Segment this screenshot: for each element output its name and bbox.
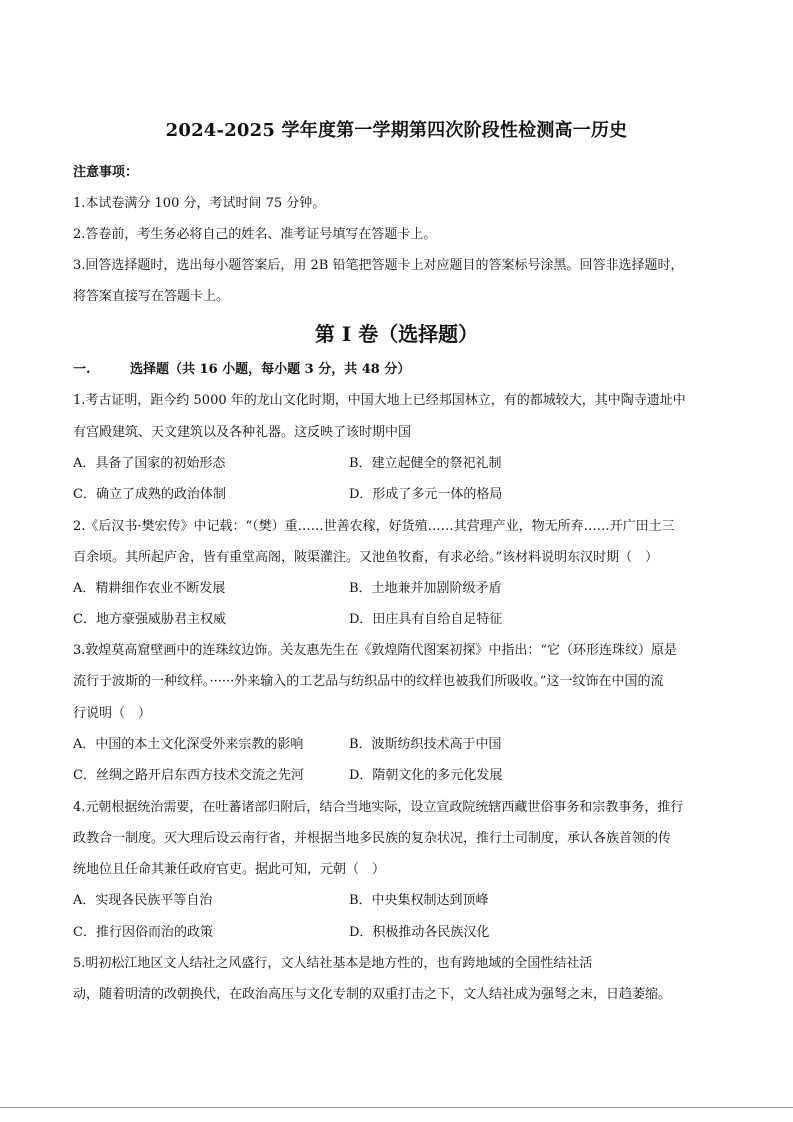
part-label: 一. xyxy=(73,362,91,377)
question-2-option-d: D．田庄具有自给自足特征 xyxy=(349,612,503,627)
question-2-option-b: B．土地兼并加剧阶级矛盾 xyxy=(349,581,502,596)
question-3-option-c: C．丝绸之路开启东西方技术交流之先河 xyxy=(73,768,304,783)
question-3-option-b: B．波斯纺织技术高于中国 xyxy=(349,737,502,752)
question-4-option-a: A．实现各民族平等自治 xyxy=(73,893,213,908)
note-item: 2.答卷前，考生务必将自己的姓名、准考证号填写在答题卡上。 xyxy=(73,227,437,242)
exam-title: 2024-2025 学年度第一学期第四次阶段性检测高一历史 xyxy=(165,120,628,141)
question-1-stem: 1.考古证明，距今约 5000 年的龙山文化时期，中国大地上已经邦国林立，有的都城较大，其中陶寺遗址中 xyxy=(73,393,686,408)
question-1-option-c: C．确立了成熟的政治体制 xyxy=(73,487,226,502)
question-1-option-d: D．形成了多元一体的格局 xyxy=(349,487,503,502)
question-1-option-a: A．具备了国家的初始形态 xyxy=(73,456,226,471)
question-3-stem: 行说明（ ） xyxy=(73,706,152,721)
question-3-option-d: D．隋朝文化的多元化发展 xyxy=(349,768,503,783)
question-2-stem: 2.《后汉书·樊宏传》中记载：“（樊）重……世善农稼，好货殖……其营理产业，物无所弃……开广田土三 xyxy=(73,519,675,534)
question-2-stem: 百余顷。其所起庐舍，皆有重堂高阁，陂渠灌注。又池鱼牧畜，有求必给。”该材料说明东汉时期（ ） xyxy=(73,550,659,565)
question-5-stem: 5.明初松江地区文人结社之风盛行，文人结社基本是地方性的，也有跨地域的全国性结社活 xyxy=(73,956,593,971)
note-item: 将答案直接写在答题卡上。 xyxy=(73,289,230,304)
question-1-option-b: B．建立起健全的祭祀礼制 xyxy=(349,456,502,471)
question-4-stem: 4.元朝根据统治需要，在吐蕃诸部归附后，结合当地实际，设立宣政院统辖西藏世俗事务和宗教事务，推行 xyxy=(73,800,684,815)
section-title: 第 Ⅰ 卷（选择题） xyxy=(314,322,479,346)
question-4-option-d: D．积极推动各民族汉化 xyxy=(349,925,490,940)
question-3-stem: 流行于波斯的一种纹样。······外来输入的工艺品与纺织品中的纹样也被我们所吸收。”这一纹饰在中国的流 xyxy=(73,674,664,689)
question-4-option-b: B．中央集权制达到顶峰 xyxy=(349,893,489,908)
question-3-stem: 3.敦煌莫高窟壁画中的连珠纹边饰。关友惠先生在《敦煌隋代图案初探》中指出：“它（环形连珠纹）原是 xyxy=(73,643,678,658)
note-item: 3.回答选择题时，选出每小题答案后，用 2B 铅笔把答题卡上对应题目的答案标号涂黑。回答非选择题时， xyxy=(73,258,684,273)
question-5-stem: 动，随着明清的改朝换代，在政治高压与文化专制的双重打击之下，文人结社成为强弩之末，日趋萎缩。 xyxy=(73,987,672,1002)
question-2-option-c: C．地方豪强威胁君主权威 xyxy=(73,612,226,627)
question-4-stem: 政教合一制度。灭大理后设云南行省，并根据当地多民族的复杂状况，推行土司制度，承认各族首领的传 xyxy=(73,831,672,846)
note-item: 1.本试卷满分 100 分，考试时间 75 分钟。 xyxy=(73,196,326,211)
page-bottom-divider xyxy=(0,1107,793,1108)
question-4-option-c: C．推行因俗而治的政策 xyxy=(73,925,213,940)
question-4-stem: 统地位且任命其兼任政府官吏。据此可知，元朝（ ） xyxy=(73,862,386,877)
question-1-stem: 有宫殿建筑、天文建筑以及各种礼器。这反映了该时期中国 xyxy=(73,425,412,440)
notes-heading: 注意事项： xyxy=(73,165,139,180)
question-3-option-a: A．中国的本土文化深受外来宗教的影响 xyxy=(73,737,304,752)
part-description: 选择题（共 16 小题，每小题 3 分，共 48 分） xyxy=(130,362,411,377)
question-2-option-a: A．精耕细作农业不断发展 xyxy=(73,581,226,596)
